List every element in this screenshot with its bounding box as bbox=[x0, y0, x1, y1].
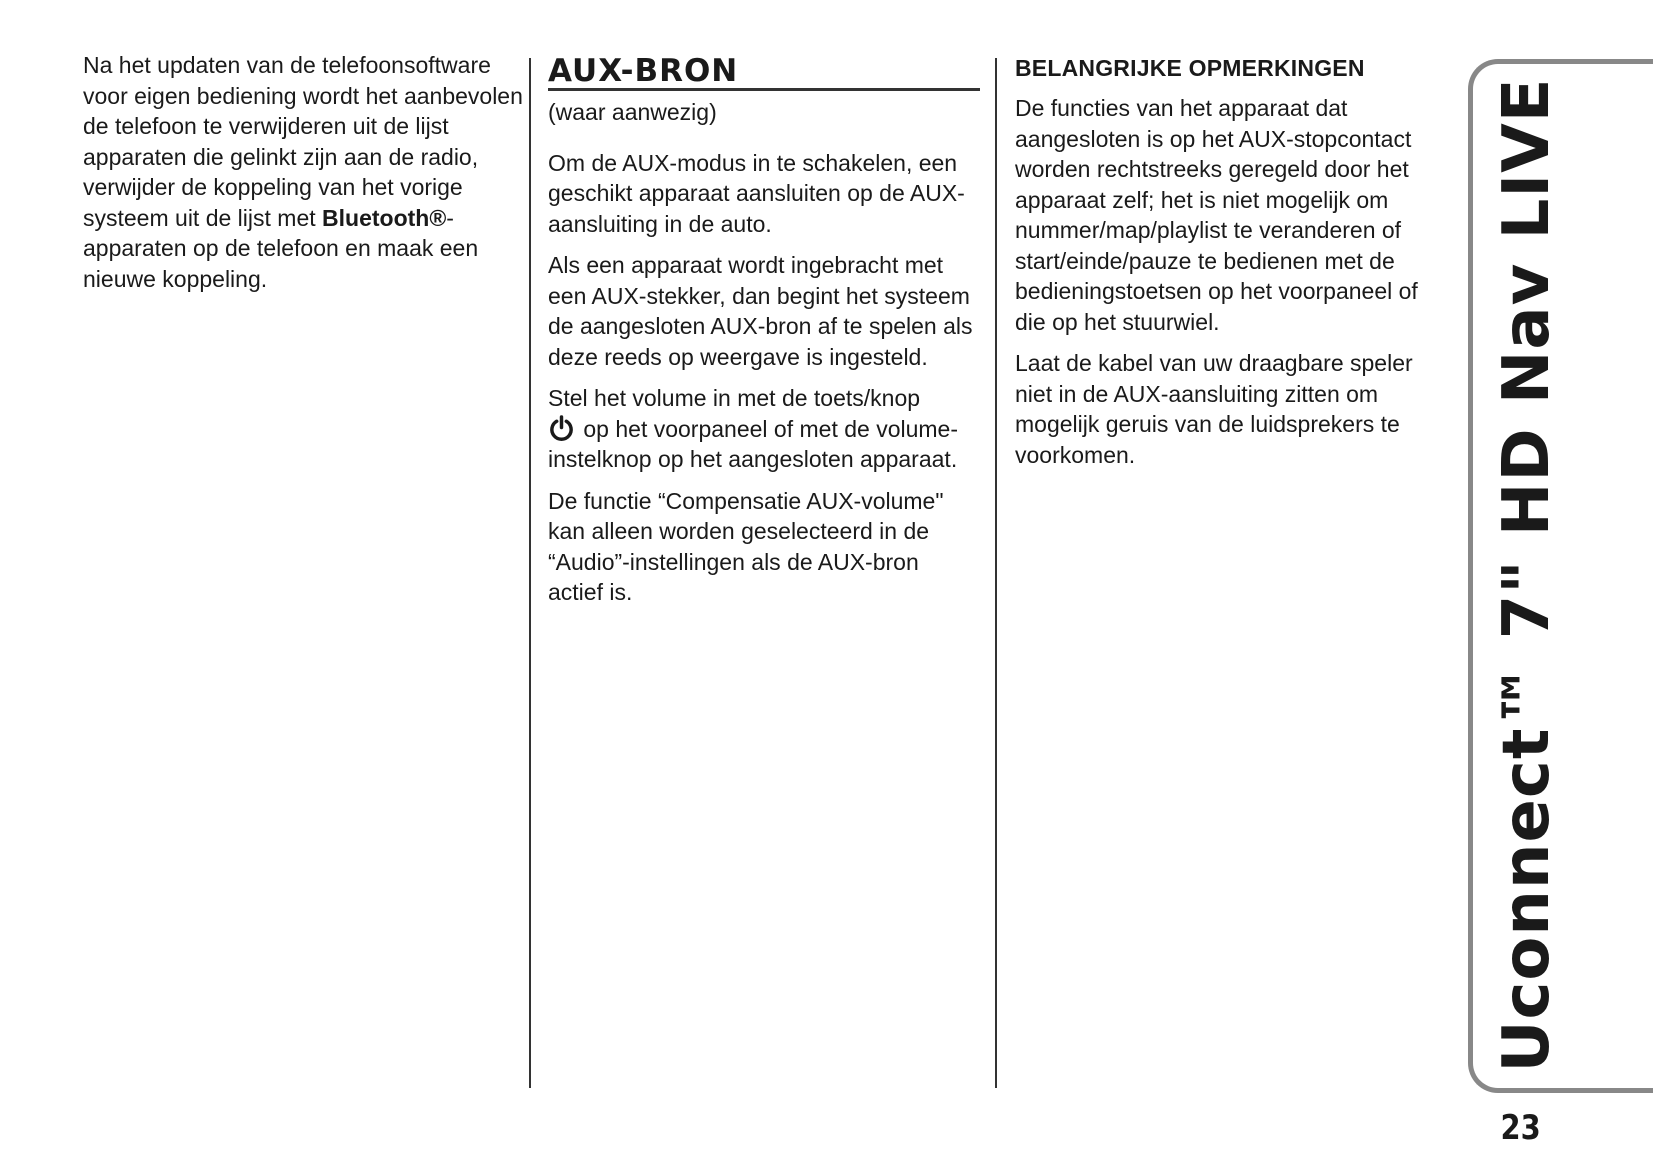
paragraph-text: -apparaten op de telefoon en maak een nieuwe koppeling. bbox=[83, 204, 479, 292]
column-divider-1 bbox=[529, 58, 531, 1088]
column-right bbox=[1015, 50, 1445, 481]
column-middle bbox=[548, 50, 980, 619]
paragraph-text: Stel het volume in met de toets/knop bbox=[548, 385, 921, 411]
paragraph-device-functions: De functies van het apparaat dat aangesloten is op het AUX-stopcontact worden rechtstreeks geregeld door het apparaat zelf; het is niet mogelijk om nummer/map/playlist te veranderen of start/einde/pauze te bedienen met de bedieningstoetsen op het voorpaneel of die op het stuurwiel. bbox=[1015, 95, 1418, 335]
paragraph-aux-mode: Om de AUX-modus in te schakelen, een geschikt apparaat aansluiten op de AUX-aansluiting in de auto. bbox=[548, 149, 965, 237]
paragraph-text: Na het updaten van de telefoonsoftware voor eigen bediening wordt het aanbevolen de telefoon te verwijderen uit de lijst apparaten die gelinkt zijn aan de radio, verwijder de koppeling van het vorige systeem uit de lijst met bbox=[83, 52, 523, 231]
bluetooth-bold: Bluetooth® bbox=[322, 204, 447, 231]
paragraph-aux-plug: Als een apparaat wordt ingebracht met een AUX-stekker, dan begint het systeem de aangesloten AUX-bron af te spelen als deze reeds op weergave is ingesteld. bbox=[548, 252, 973, 370]
paragraph-volume bbox=[548, 383, 980, 475]
power-knob-icon bbox=[548, 415, 575, 442]
column-left bbox=[83, 50, 523, 305]
paragraph-phone-update bbox=[83, 50, 523, 294]
section-heading-notes: BELANGRIJKE OPMERKINGEN bbox=[1015, 55, 1365, 81]
paragraph-aux-volume-compensation: De functie “Compensatie AUX-volume" kan alleen worden geselecteerd in de “Audio”-instellingen als de AUX-bron actief is. bbox=[548, 487, 944, 605]
column-divider-2 bbox=[995, 58, 997, 1088]
paragraph-text: op het voorpaneel of met de volume-instelknop op het aangesloten apparaat. bbox=[548, 415, 959, 472]
paragraph-cable-warning: Laat de kabel van uw draagbare speler niet in de AUX-aansluiting zitten om mogelijk geruis van de luidsprekers te voorkomen. bbox=[1015, 350, 1413, 468]
side-tab-title: Uconnect™ 7" HD Nav LIVE bbox=[1490, 77, 1564, 1073]
page-number: 23 bbox=[1500, 1108, 1541, 1148]
section-subtitle: (waar aanwezig) bbox=[548, 99, 717, 125]
section-title-aux: AUX-BRON bbox=[548, 54, 980, 91]
